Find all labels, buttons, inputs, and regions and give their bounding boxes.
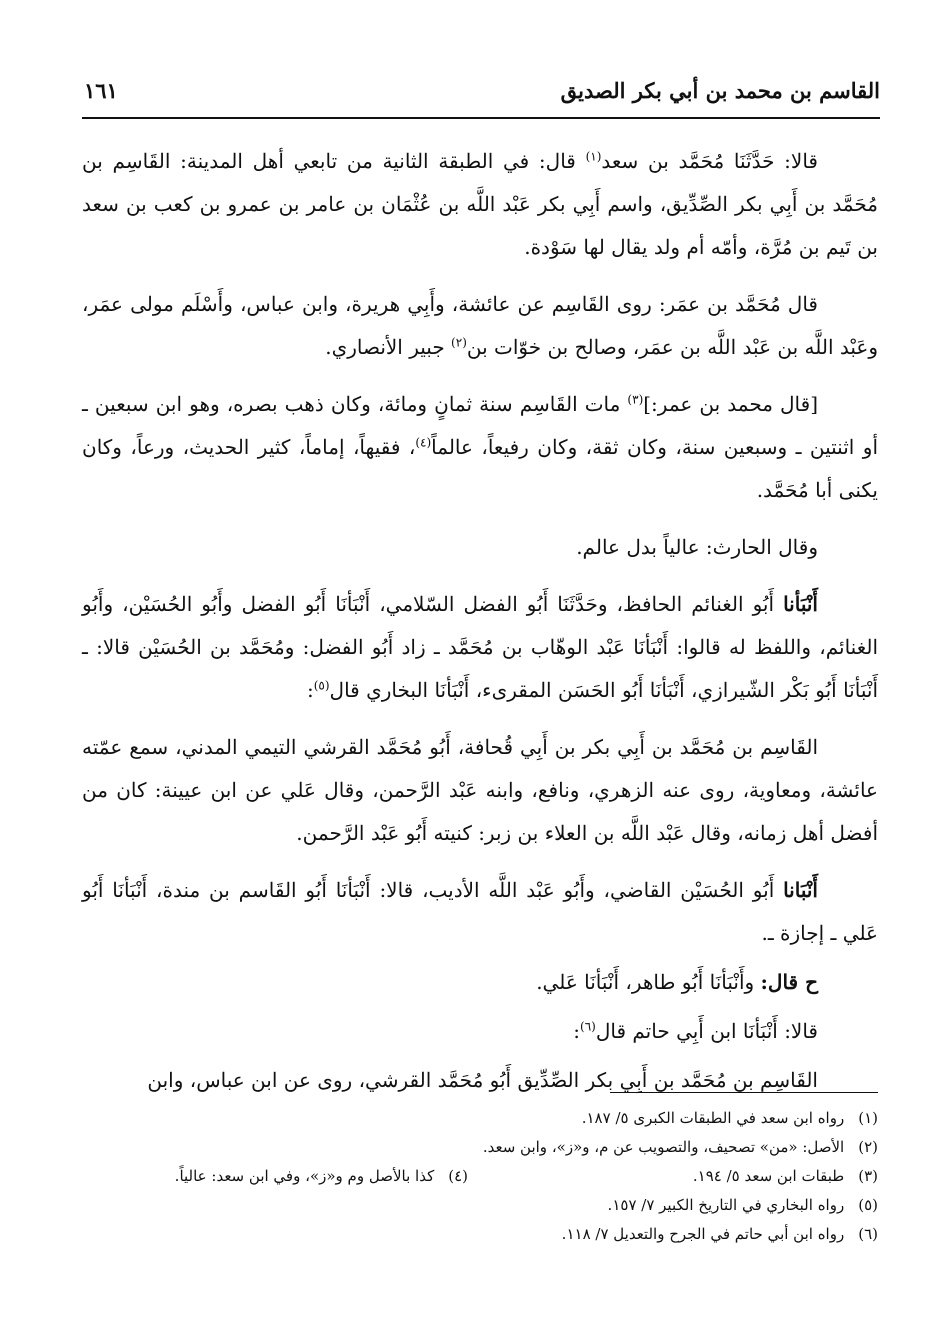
footnote-3 (468, 1162, 878, 1191)
footnote-ref: (٦) (580, 1019, 596, 1034)
footnote-divider (610, 1092, 878, 1093)
running-header (82, 72, 880, 116)
paragraph-text: [قال محمد بن عمر:] (643, 392, 818, 416)
paragraph-5 (82, 583, 878, 712)
paragraph-9 (82, 1010, 878, 1053)
paragraph-7 (82, 869, 878, 955)
paragraph-2 (82, 283, 878, 369)
footnote-4 (175, 1162, 468, 1191)
paragraph-3 (82, 383, 878, 512)
footnote-number: (٤) (448, 1167, 468, 1185)
footnote-ref: (٣) (627, 392, 644, 407)
footnote-row (82, 1133, 878, 1162)
paragraph-lead: أَنْبَأنا (783, 592, 818, 616)
running-title: القاسم بن محمد بن أبي بكر الصديق (560, 78, 880, 103)
paragraph-text: وأَنْبَأنَا أَبُو طاهر، أَنْبَأنَا عَلي. (536, 970, 761, 994)
footnote-text: طبقات ابن سعد ٥/ ١٩٤. (692, 1167, 845, 1185)
paragraph-text: القَاسِم بن مُحَمَّد بن أَبِي بكر الصِّدِّيق أَبُو مُحَمَّد القرشي، روى عن ابن عباس، وابن (147, 1068, 818, 1092)
paragraph-text: أَبُو الحُسَيْن القاضي، وأَبُو عَبْد اللَّه الأديب، قالا: أَنْبَأنَا أَبُو القَاسم بن مندة، أَنْبَأنَا أَبُو عَلي ـ إجازة ـ. (82, 878, 878, 945)
main-text (82, 140, 878, 1116)
footnote-ref: (٤) (415, 435, 432, 450)
paragraph-text: قالا: حَدَّثَنَا مُحَمَّد بن سعد (601, 149, 818, 173)
paragraph-lead: أَنْبَانا (783, 878, 818, 902)
paragraph-text: جبير الأنصاري. (325, 335, 452, 359)
paragraph-text: : (306, 678, 314, 702)
footnote-text: رواه ابن سعد في الطبقات الكبرى ٥/ ١٨٧. (581, 1109, 845, 1127)
paragraph-text: وقال الحارث: عالياً بدل عالم. (576, 535, 818, 559)
paragraph-text: : (573, 1019, 580, 1043)
footnote-number: (٥) (858, 1196, 878, 1214)
footnotes (82, 1104, 878, 1249)
paragraph-text: مات القَاسِم سنة ثمانٍ ومائة، وكان ذهب بصره، وهو ابن سبعين ـ أو اثنتين ـ وسبعين سنة، وكان ثقة، وكان رفيعاً، عالماً (82, 392, 879, 459)
footnote-ref: (٢) (451, 335, 467, 350)
footnote-6 (562, 1220, 878, 1249)
footnote-number: (٦) (858, 1225, 878, 1243)
paragraph-text: قال مُحَمَّد بن عمَر: روى القَاسِم عن عائشة، وأَبِي هريرة، وابن عباس، وأَسْلَم مولى عمَر، وعَبْد اللَّه بن عَبْد اللَّه بن عمَر، وصالح بن خوّات بن (82, 292, 878, 359)
footnote-text: كذا بالأصل وم و«ز»، وفي ابن سعد: عالياً. (174, 1167, 435, 1185)
footnote-text: رواه البخاري في التاريخ الكبير ٧/ ١٥٧. (607, 1196, 845, 1214)
footnote-number: (٣) (858, 1167, 878, 1185)
footnote-row (82, 1191, 878, 1220)
footnote-2 (483, 1133, 878, 1162)
footnote-ref: (٥) (313, 678, 330, 693)
footnote-text: رواه ابن أبي حاتم في الجرح والتعديل ٧/ ١١٨. (561, 1225, 845, 1243)
paragraph-text: قال: في الطبقة الثانية من تابعي أهل المدينة: القَاسِم بن مُحَمَّد بن أَبِي بكر الصِّدِّيق، واسم أَبِي بكر عَبْد اللَّه بن عُثْمَان بن عامر بن عمرو بن كعب بن سعد بن تَيم بن مُرَّة، وأمّه أم ولد يقال لها سَوْدة. (82, 149, 878, 259)
footnote-number: (١) (858, 1109, 878, 1127)
footnote-row (82, 1220, 878, 1249)
paragraph-6 (82, 726, 878, 855)
paragraph-text: القَاسِم بن مُحَمَّد بن أَبِي بكر بن أَبِي قُحافة، أَبُو مُحَمَّد القرشي التيمي المدني، سمع عمّته عائشة، ومعاوية، روى عنه الزهري، ونافع، وابنه عَبْد الرَّحمن، وقال عَلي عن ابن عيينة: كان من أفضل أهل زمانه، وقال عَبْد اللَّه بن العلاء بن زبر: كنيته أَبُو عَبْد الرَّحمن. (82, 735, 878, 845)
footnote-5 (608, 1191, 878, 1220)
footnote-row (82, 1104, 878, 1133)
paragraph-lead: ح قال: (760, 970, 818, 994)
paragraph-1 (82, 140, 878, 269)
paragraph-text: قالا: أَنْبَأنَا ابن أَبِي حاتم قال (595, 1019, 818, 1043)
footnote-number: (٢) (858, 1138, 878, 1156)
paragraph-8 (82, 961, 878, 1004)
footnote-ref: (١) (585, 149, 602, 164)
footnote-text: الأصل: «من» تصحيف، والتصويب عن م، و«ز»، وابن سعد. (482, 1138, 845, 1156)
footnote-1 (582, 1104, 878, 1133)
paragraph-text: ، فقيهاً، إماماً، كثير الحديث، ورعاً، وكان يكنى أبا مُحَمَّد. (82, 435, 878, 502)
paragraph-4 (82, 526, 878, 569)
page-number: ١٦١ (84, 78, 118, 103)
header-divider (82, 117, 880, 119)
paragraph-10 (82, 1059, 878, 1102)
paragraph-text: أَبُو الغنائم الحافظ، وحَدَّثَنَا أَبُو الفضل السّلامي، أَنْبَأنَا أَبُو الفضل وأَبُو الحُسَيْن، وأَبُو الغنائم، واللفظ له قالوا: أَنْبَأنَا عَبْد الوهّاب بن مُحَمَّد ـ زاد أَبُو الفضل: ومُحَمَّد بن الحُسَيْن قالا: ـ أَنْبَأنَا أَبُو بَكْر الشّيرازي، أَنْبَأنَا أَبُو الحَسَن المقرىء، أَنْبَأنَا البخاري قال (82, 592, 878, 702)
footnote-row (82, 1162, 878, 1191)
